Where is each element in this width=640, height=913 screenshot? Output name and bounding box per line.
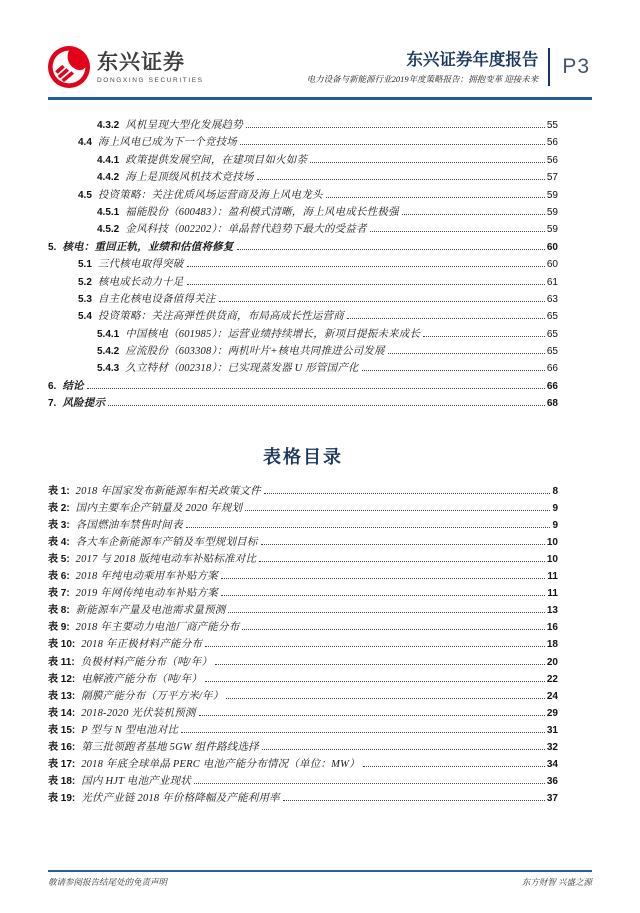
toc-entry[interactable] [48, 291, 558, 308]
dot-leader [221, 578, 545, 579]
toc-entry-page: 66 [546, 363, 558, 375]
dot-leader [326, 197, 545, 198]
table-entry-title: 电解液产能分布（吨/年） [81, 673, 203, 685]
toc-entry-title: 福能股份（600483）：盈利模式清晰，海上风电成长性极强 [125, 206, 399, 218]
toc-entry-page: 61 [546, 276, 558, 288]
toc-entry-title: 投资策略：关注高弹性供货商，布局高成长性运营商 [97, 311, 345, 323]
dot-leader [215, 664, 545, 665]
table-entry-title: 隔膜产能分布（万平方米/年） [81, 690, 224, 702]
table-entry-label: 表 4: [48, 536, 70, 548]
table-entry-title: 2018-2020 光伏装机预测 [81, 707, 196, 719]
dot-leader [186, 527, 551, 528]
table-entry-title: 新能源车产量及电池需求量预测 [75, 605, 226, 617]
table-entry-label: 表 16: [48, 742, 76, 754]
toc-entry-title: 自主化核电设备值得关注 [97, 293, 216, 305]
table-entry-page: 11 [547, 571, 558, 583]
dot-leader [261, 544, 545, 545]
tables-directory-title: 表格目录 [263, 446, 343, 467]
toc-entry-number: 4.4.1 [97, 154, 120, 166]
toc-entry[interactable] [48, 274, 558, 291]
table-entry-page: 24 [546, 690, 558, 702]
table-entry-label: 表 18: [48, 776, 76, 788]
toc-entry[interactable] [48, 378, 558, 395]
table-entry[interactable] [48, 550, 558, 567]
dot-leader [237, 249, 545, 250]
table-entry-label: 表 14: [48, 707, 76, 719]
toc-entry-number: 4.4.2 [97, 172, 120, 184]
brand-name-cn: 东兴证券 [97, 50, 185, 74]
dot-leader [246, 127, 545, 128]
toc-entry-page: 59 [546, 189, 558, 201]
table-entry-label: 表 8: [48, 605, 70, 617]
table-entry[interactable] [48, 704, 558, 721]
table-entry-page: 18 [546, 639, 558, 651]
table-entry-title: 2018 年纯电动乘用车补贴方案 [75, 571, 218, 583]
table-entry-label: 表 5: [48, 554, 70, 566]
table-entry-page: 31 [546, 724, 558, 736]
header-rule [48, 97, 592, 100]
table-entry-title: 国内主要车企产销量及 2020 年规划 [75, 502, 243, 514]
toc-entry[interactable] [48, 152, 558, 169]
toc-entry-page: 65 [546, 311, 558, 323]
toc-entry-number: 7. [48, 398, 57, 410]
table-entry[interactable] [48, 516, 558, 533]
dot-leader [226, 698, 544, 699]
toc-entry-title: 三代核电取得突破 [97, 259, 184, 271]
dot-leader [423, 336, 545, 337]
toc-entry-title: 海上风电已成为下一个竞技场 [97, 137, 238, 149]
table-entry[interactable] [48, 721, 558, 738]
page-header [48, 46, 592, 88]
dot-leader [259, 561, 545, 562]
toc-entry-number: 5. [48, 241, 57, 253]
toc-entry-number: 4.3.2 [97, 120, 120, 131]
toc-entry-number: 5.4.2 [97, 346, 120, 358]
table-entry[interactable] [48, 499, 558, 516]
table-entry-label: 表 17: [48, 759, 76, 771]
dot-leader [310, 162, 545, 163]
table-entry-title: 2018 年国家发布新能源车相关政策文件 [75, 485, 261, 497]
dot-leader [262, 749, 545, 750]
toc-entry-page: 65 [546, 328, 558, 340]
table-entry-title: P 型与 N 型电池对比 [81, 724, 179, 736]
toc-entry-number: 5.4.3 [97, 363, 120, 375]
table-entry-page: 13 [546, 605, 558, 617]
header-divider [548, 48, 550, 86]
dot-leader [205, 646, 545, 647]
table-entry[interactable] [48, 772, 558, 789]
toc-entry-number: 5.2 [78, 276, 92, 288]
toc-entry-title: 投资策略：关注优质风场运营商及海上风电龙头 [97, 189, 323, 201]
toc-entry-page: 57 [546, 172, 558, 184]
table-entry-title: 各大车企新能源车产销及车型规划目标 [75, 536, 258, 548]
table-entry-page: 10 [546, 536, 558, 548]
dot-leader [242, 629, 544, 630]
toc-entry-page: 56 [546, 137, 558, 149]
toc-entry-number: 5.4.1 [97, 328, 120, 340]
toc-entry[interactable] [48, 343, 558, 360]
toc-entry[interactable] [48, 221, 558, 238]
toc-entry-page: 59 [546, 224, 558, 236]
table-entry-page: 36 [546, 776, 558, 788]
toc-entry-number: 5.1 [78, 259, 92, 271]
dot-leader [194, 783, 545, 784]
dot-leader [264, 493, 551, 494]
footer-disclaimer: 敬请参阅报告结尾处的免责声明 [48, 877, 168, 887]
table-entry[interactable] [48, 482, 558, 499]
toc-entry[interactable] [48, 117, 558, 134]
toc-entry-page: 60 [546, 241, 558, 253]
header-right [307, 48, 592, 86]
dot-leader [362, 370, 545, 371]
table-entry-label: 表 12: [48, 673, 76, 685]
table-entry-label: 表 13: [48, 690, 76, 702]
toc-entry-page: 68 [546, 398, 558, 410]
table-entry-page: 32 [546, 742, 558, 754]
toc-entry-title: 应流股份（603308）：两机叶片+核电共同推进公司发展 [125, 346, 385, 358]
toc-entry-number: 4.5.1 [97, 206, 120, 218]
toc-entry-page: 60 [546, 259, 558, 271]
tables-directory-list [48, 482, 558, 807]
table-entry-label: 表 15: [48, 724, 76, 736]
toc-entry[interactable] [48, 360, 558, 377]
toc-entry-number: 5.3 [78, 293, 92, 305]
table-entry[interactable] [48, 567, 558, 584]
toc-entry-title: 金风科技（002202）：单晶替代趋势下最大的受益者 [125, 224, 367, 236]
dot-leader [108, 405, 545, 406]
toc-entry-number: 4.4 [78, 137, 92, 149]
table-entry-page: 16 [546, 622, 558, 634]
toc-entry-number: 5.4 [78, 311, 92, 323]
toc-entry[interactable] [48, 308, 558, 325]
table-entry-title: 2018 年底全球单晶 PERC 电池产能分布情况（单位：MW） [81, 759, 360, 771]
table-entry-page: 37 [546, 793, 558, 805]
table-entry[interactable] [48, 618, 558, 635]
table-entry-page: 29 [546, 707, 558, 719]
toc-entry-title: 海上是顶级风机技术竞技场 [125, 172, 254, 184]
report-page [0, 46, 640, 806]
toc-entry-page: 56 [546, 154, 558, 166]
table-entry-label: 表 1: [48, 485, 70, 497]
page-number-label: P3 [562, 55, 590, 78]
table-entry-label: 表 9: [48, 622, 70, 634]
table-entry-title: 国内 HJT 电池产业现状 [81, 776, 191, 788]
toc-entry-title: 风险提示 [62, 398, 106, 410]
dot-leader [87, 388, 545, 389]
dot-leader [205, 681, 545, 682]
toc-entry[interactable] [48, 204, 558, 221]
dot-leader [219, 301, 545, 302]
table-entry[interactable] [48, 601, 558, 618]
table-entry-title: 各国燃油车禁售时间表 [75, 519, 183, 531]
table-entry[interactable] [48, 653, 558, 670]
table-entry-title: 2019 年网传纯电动车补贴方案 [75, 588, 218, 600]
table-entry-page: 20 [546, 656, 558, 668]
table-entry-title: 2017 与 2018 版纯电动车补贴标准对比 [75, 554, 257, 566]
table-entry-title: 2018 年主要动力电池厂商产能分布 [75, 622, 240, 634]
toc-entry-title: 核电：重回正轨，业绩和估值将修复 [62, 241, 234, 253]
header-titles [307, 50, 539, 85]
dot-leader [228, 612, 544, 613]
toc-entry-page: 66 [546, 380, 558, 392]
table-entry-label: 表 10: [48, 639, 76, 651]
brand-name-en: DONGXING SECURITIES [97, 76, 204, 84]
toc-entry-number: 4.5 [78, 189, 92, 201]
footer-slogan: 东方财智 兴盛之源 [521, 877, 592, 887]
table-entry[interactable] [48, 789, 558, 806]
toc-entry[interactable] [48, 326, 558, 343]
table-entry-label: 表 19: [48, 793, 76, 805]
toc-entry-title: 政策提供发展空间，在建项目如火如荼 [125, 154, 308, 166]
toc-entry[interactable] [48, 239, 558, 256]
toc-entry-page: 55 [546, 120, 558, 131]
table-entry-title: 光伏产业链 2018 年价格降幅及产能利用率 [81, 793, 280, 805]
toc-entry-title: 风机呈现大型化发展趋势 [125, 120, 243, 131]
table-of-contents [48, 117, 558, 413]
dot-leader [221, 595, 545, 596]
dot-leader [187, 284, 545, 285]
table-entry-page: 22 [546, 673, 558, 685]
table-entry[interactable] [48, 635, 558, 652]
table-entry[interactable] [48, 755, 558, 772]
table-entry-page: 34 [546, 759, 558, 771]
table-entry-title: 第三批领跑者基地 5GW 组件路线选择 [81, 742, 259, 754]
toc-entry-title: 久立特材（002318）：已实现蒸发器 U 形管国产化 [125, 363, 359, 375]
report-title: 东兴证券年度报告 [406, 50, 539, 69]
toc-entry[interactable] [48, 187, 558, 204]
toc-entry-title: 中国核电（601985）：运营业绩持续增长，新项目提振未来成长 [125, 328, 421, 340]
table-entry-label: 表 6: [48, 571, 70, 583]
dot-leader [240, 144, 545, 145]
table-entry-label: 表 7: [48, 588, 70, 600]
dot-leader [181, 732, 545, 733]
brand-text [97, 51, 204, 84]
table-entry[interactable] [48, 738, 558, 755]
table-entry-label: 表 11: [48, 656, 75, 668]
dot-leader [370, 231, 545, 232]
report-subtitle: 电力设备与新能源行业2019年度策略报告：拥抱变革 迎接未来 [306, 73, 539, 84]
toc-entry-title: 核电成长动力十足 [97, 276, 184, 288]
dot-leader [245, 510, 550, 511]
dot-leader [402, 214, 545, 215]
table-entry-label: 表 3: [48, 519, 70, 531]
dot-leader [257, 179, 545, 180]
toc-entry-number: 4.5.2 [97, 224, 120, 236]
dot-leader [363, 766, 545, 767]
dot-leader [199, 715, 545, 716]
toc-entry[interactable] [48, 169, 558, 186]
dongxing-logo-icon [48, 46, 90, 88]
dot-leader [187, 266, 545, 267]
dot-leader [388, 353, 545, 354]
table-entry-page: 9 [552, 519, 558, 531]
toc-entry-number: 6. [48, 380, 57, 392]
dongxing-logo [48, 46, 204, 88]
toc-entry-title: 结论 [62, 380, 84, 392]
toc-entry-page: 59 [546, 206, 558, 218]
table-entry[interactable] [48, 584, 558, 601]
table-entry[interactable] [48, 687, 558, 704]
table-entry-page: 11 [547, 588, 558, 600]
toc-entry-page: 65 [546, 346, 558, 358]
table-entry[interactable] [48, 533, 558, 550]
toc-entry[interactable] [48, 256, 558, 273]
page-footer [48, 870, 592, 888]
toc-entry-page: 63 [546, 293, 558, 305]
dot-leader [347, 318, 545, 319]
table-entry-title: 2018 年正极材料产能分布 [81, 639, 203, 651]
table-entry[interactable] [48, 670, 558, 687]
toc-entry[interactable] [48, 395, 558, 412]
table-entry-page: 9 [552, 502, 558, 514]
table-entry-page: 10 [546, 554, 558, 566]
dot-leader [283, 800, 545, 801]
table-entry-page: 8 [552, 485, 558, 497]
table-entry-label: 表 2: [48, 502, 70, 514]
toc-entry[interactable] [48, 134, 558, 151]
table-entry-title: 负极材料产能分布（吨/年） [80, 656, 213, 668]
